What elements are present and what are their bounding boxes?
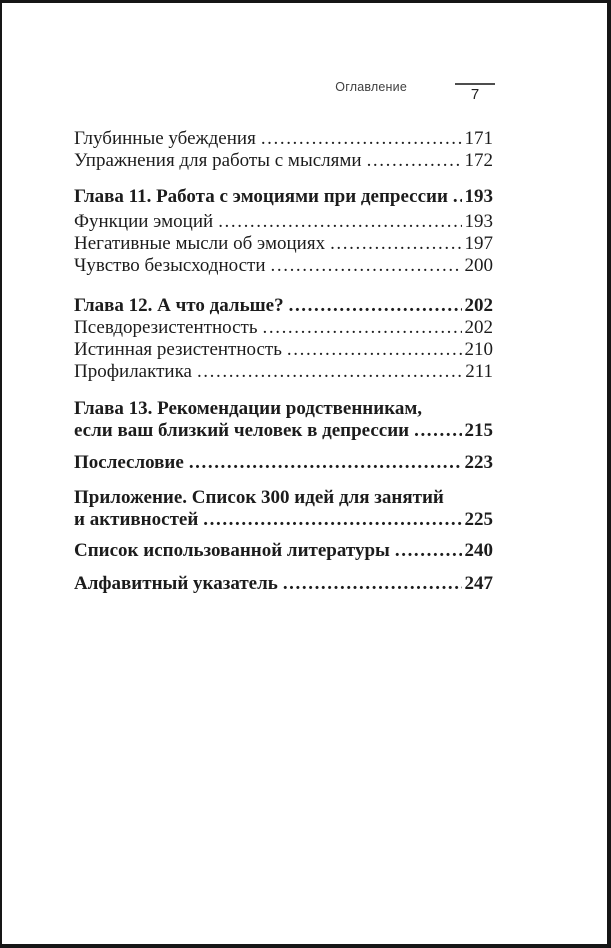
toc-entry	[74, 150, 493, 172]
toc-entry-page: 202	[464, 317, 493, 338]
dot-leader	[414, 420, 461, 442]
dot-leader	[330, 233, 461, 255]
toc-entry-title: Глава 12. А что дальше?	[74, 295, 284, 316]
toc-group	[74, 398, 493, 442]
toc-entry	[74, 233, 493, 255]
toc-entry	[74, 420, 493, 442]
toc-entry-title: и активностей	[74, 509, 199, 530]
toc-group	[74, 295, 493, 383]
toc-entry-title: Алфавитный указатель	[74, 573, 278, 594]
dot-leader	[189, 452, 462, 474]
toc-entry-title: Глубинные убеждения	[74, 128, 256, 149]
toc-entry	[74, 255, 493, 277]
dot-leader	[263, 317, 462, 339]
dot-leader	[197, 361, 462, 383]
toc-entry-title: Негативные мысли об эмоциях	[74, 233, 326, 254]
table-of-contents	[74, 128, 493, 595]
toc-entry	[74, 573, 493, 595]
folio-block	[455, 83, 495, 103]
toc-entry-title: Послесловие	[74, 452, 184, 473]
toc-group	[74, 573, 493, 595]
dot-leader	[203, 509, 461, 531]
dot-leader	[283, 573, 462, 595]
toc-entry-page: 193	[464, 186, 493, 207]
toc-entry	[74, 452, 493, 474]
toc-entry-page: 172	[464, 150, 493, 171]
toc-entry-page: 210	[464, 339, 493, 360]
toc-entry-page: 200	[464, 255, 493, 276]
toc-entry-page: 211	[465, 361, 493, 382]
toc-entry-page: 202	[464, 295, 493, 316]
toc-entry	[74, 128, 493, 150]
toc-group	[74, 186, 493, 277]
toc-entry-title: Псевдорезистентность	[74, 317, 258, 338]
toc-entry-title: Чувство безысходности	[74, 255, 266, 276]
toc-entry-title: Глава 13. Рекомендации родственникам,	[74, 398, 423, 419]
toc-group	[74, 128, 493, 172]
toc-entry	[74, 487, 493, 509]
toc-group	[74, 452, 493, 474]
dot-leader	[289, 295, 462, 317]
dot-leader	[367, 150, 462, 172]
toc-entry	[74, 540, 493, 562]
dot-leader	[271, 255, 462, 277]
toc-entry-title: Приложение. Список 300 идей для занятий	[74, 487, 444, 508]
toc-entry	[74, 398, 493, 420]
running-head: Оглавление	[335, 80, 407, 94]
dot-leader	[453, 186, 462, 208]
toc-entry-title: Глава 11. Работа с эмоциями при депрессии	[74, 186, 448, 207]
toc-entry	[74, 339, 493, 361]
page-number: 7	[470, 86, 480, 103]
dot-leader	[218, 211, 461, 233]
toc-entry-page: 215	[464, 420, 493, 441]
dot-leader	[287, 339, 462, 361]
toc-entry	[74, 509, 493, 531]
toc-entry-title: Профилактика	[74, 361, 192, 382]
toc-entry-title: Функции эмоций	[74, 211, 214, 232]
toc-entry-page: 240	[464, 540, 493, 561]
toc-entry	[74, 361, 493, 383]
toc-entry	[74, 186, 493, 208]
toc-group	[74, 540, 493, 562]
toc-entry-page: 225	[464, 509, 493, 530]
toc-entry	[74, 211, 493, 233]
toc-entry-title: Упражнения для работы с мыслями	[74, 150, 362, 171]
dot-leader	[395, 540, 462, 562]
toc-entry-title: Список использованной литературы	[74, 540, 390, 561]
toc-entry-page: 193	[464, 211, 493, 232]
toc-entry-title: если ваш близкий человек в депрессии	[74, 420, 410, 441]
dot-leader	[261, 128, 462, 150]
toc-entry-page: 247	[464, 573, 493, 594]
toc-group	[74, 487, 493, 531]
toc-entry-page: 197	[464, 233, 493, 254]
toc-entry-page: 223	[464, 452, 493, 473]
toc-entry-title: Истинная резистентность	[74, 339, 282, 360]
toc-entry-page: 171	[464, 128, 493, 149]
folio-rule	[455, 83, 495, 85]
toc-entry	[74, 295, 493, 317]
toc-entry	[74, 317, 493, 339]
